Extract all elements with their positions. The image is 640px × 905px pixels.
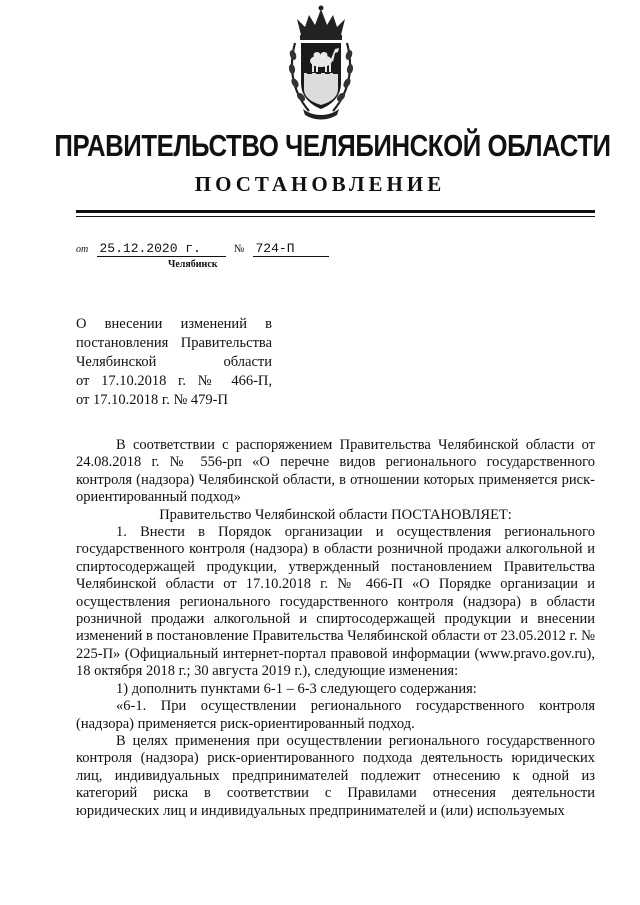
decree-body bbox=[76, 437, 595, 820]
header-divider-thin bbox=[76, 216, 595, 217]
date-label: от bbox=[76, 244, 89, 255]
subject-line: постановления Правительства bbox=[76, 335, 272, 351]
resolution-statement: Правительство Челябинской области ПОСТАНОВЛЯЕТ: bbox=[159, 506, 512, 523]
body-paragraph: 1) дополнить пунктами 6-1 – 6-3 следующего содержания: bbox=[116, 680, 477, 697]
date-number-row bbox=[76, 240, 329, 257]
subject-line: Челябинской области bbox=[76, 354, 272, 370]
body-paragraph: 1. Внести в Порядок организации и осуществления регионального государственного контроля (надзора) в области розничной продажи алкогольной и спиртосодержащей продукции, утвержденный постановлением Правительства Челябинской области от 17.10.2018 г. № 466-П «О Порядке организации и осуществления регионального государственного контроля (надзора) в области розничной продажи алкогольной и спиртосодержащей продукции и внесении изменений в постановление Правительства Челябинской области от 23.05.2012 г. № 225-П» (Официальный интернет-портал правовой информации (www.pravo.gov.ru), 18 октября 2018 г.; 30 августа 2019 г.), следующие изменения: bbox=[76, 524, 595, 680]
document-type-title: ПОСТАНОВЛЕНИЕ bbox=[194, 172, 446, 196]
decree-number: 724-П bbox=[253, 241, 329, 257]
decree-subject bbox=[76, 315, 272, 410]
subject-line: от 17.10.2018 г. № 466-П, bbox=[76, 373, 272, 389]
coat-of-arms-icon bbox=[287, 5, 355, 121]
decree-date: 25.12.2020 г. bbox=[97, 241, 226, 257]
body-paragraph: «6-1. При осуществлении регионального государственного контроля (надзора) применяется риск-ориентированный подход. bbox=[76, 698, 595, 732]
government-title: ПРАВИТЕЛЬСТВО ЧЕЛЯБИНСКОЙ ОБЛАСТИ bbox=[54, 128, 611, 163]
number-label: № bbox=[233, 243, 245, 255]
body-paragraph: В соответствии с распоряжением Правительства Челябинской области от 24.08.2018 г. № 556-рп «О перечне видов регионального государственного контроля (надзора) Челябинской области, в отношении которых применяется риск-ориентированный подход» bbox=[76, 437, 595, 506]
subject-line: О внесении изменений в bbox=[76, 316, 272, 332]
body-paragraph: В целях применения при осуществлении регионального государственного контроля (надзора) риск-ориентированного подхода деятельность юридических лиц, индивидуальных предпринимателей подлежит отнесению к одной из категорий риска в соответствии с Правилами отнесения деятельности юридических лиц и индивидуальных предпринимателей и (или) используемых bbox=[76, 732, 595, 819]
subject-line: от 17.10.2018 г. № 479-П bbox=[76, 392, 228, 408]
header-divider-thick bbox=[76, 210, 595, 213]
city-name: Челябинск bbox=[168, 259, 218, 270]
